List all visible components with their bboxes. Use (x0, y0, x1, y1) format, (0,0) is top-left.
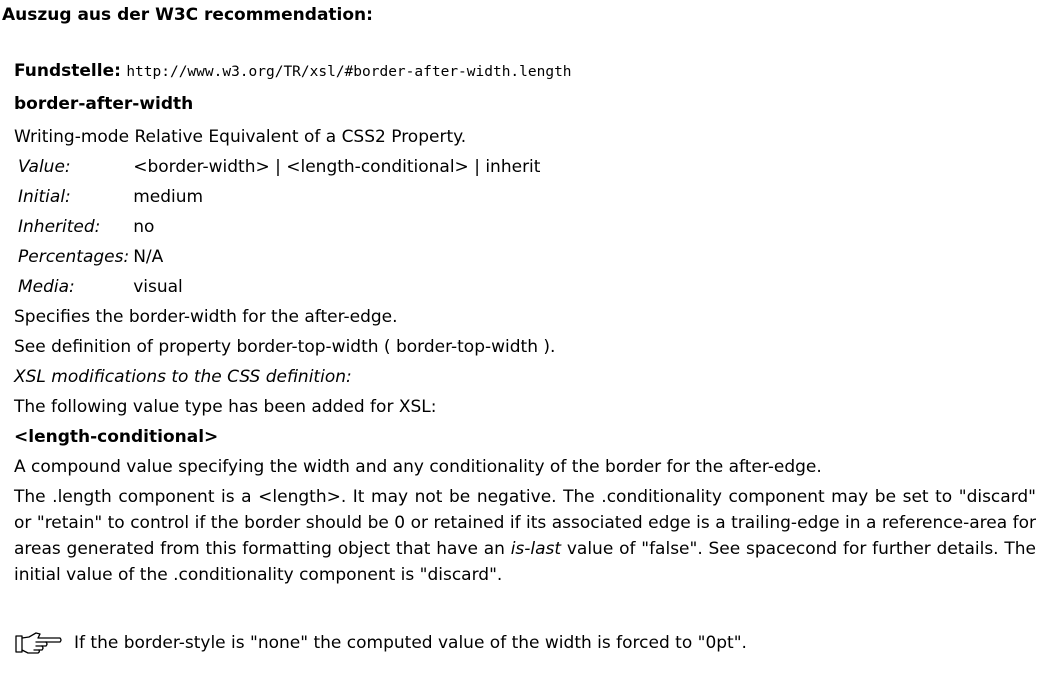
property-value: <border-width> | <length-conditional> | inherit (133, 157, 541, 177)
note-text: If the border-style is "none" the computed value of the width is forced to "0pt". (74, 633, 747, 653)
is-last-term: is-last (510, 539, 562, 559)
property-table (18, 152, 540, 302)
specifies-text: Specifies the border-width for the after-edge. (14, 307, 398, 327)
length-conditional-title: <length-conditional> (14, 427, 219, 447)
property-value: visual (133, 277, 183, 297)
compound-value-text: A compound value specifying the width and any conditionality of the border for the after-edge. (14, 457, 822, 477)
property-key: Inherited: (18, 217, 101, 237)
property-key: Value: (18, 157, 71, 177)
source-reference (14, 58, 1036, 85)
property-key: Media: (18, 277, 75, 297)
property-row (18, 272, 540, 302)
xsl-modifications-heading: XSL modifications to the CSS definition: (14, 367, 352, 387)
property-description: Writing-mode Relative Equivalent of a CSS2 Property. (14, 127, 467, 147)
property-key: Percentages: (18, 247, 130, 267)
recommendation-excerpt (14, 58, 1036, 588)
property-value: medium (133, 187, 204, 207)
page-heading: Auszug aus der W3C recommendation: (2, 5, 373, 25)
property-value: no (133, 217, 155, 237)
see-definition-text: See definition of property border-top-width ( border-top-width ). (14, 337, 556, 357)
property-value: N/A (133, 247, 164, 267)
length-component-paragraph (14, 484, 1036, 588)
source-label: Fundstelle: (14, 61, 121, 81)
property-row (18, 242, 540, 272)
value-type-added-text: The following value type has been added for XSL: (14, 397, 437, 417)
property-name: border-after-width (14, 94, 194, 114)
property-row (18, 182, 540, 212)
length-paragraph-part2: value of "false". See spacecond for further details. The initial value of the .conditionality component is "discard". (14, 539, 1036, 585)
source-url: http://www.w3.org/TR/xsl/#border-after-width.length (126, 64, 572, 80)
note (14, 628, 747, 658)
property-row (18, 212, 540, 242)
property-row (18, 152, 540, 182)
property-key: Initial: (18, 187, 71, 207)
pointing-hand-icon (14, 630, 62, 656)
length-paragraph-part1: The .length component is a <length>. It may not be negative. The .conditionality component may be set to "discard" or "retain" to control if the border should be 0 or retained if its associated edge is a trailing-edge in a reference-area for areas generated from this formatting object that have an (14, 487, 1036, 559)
